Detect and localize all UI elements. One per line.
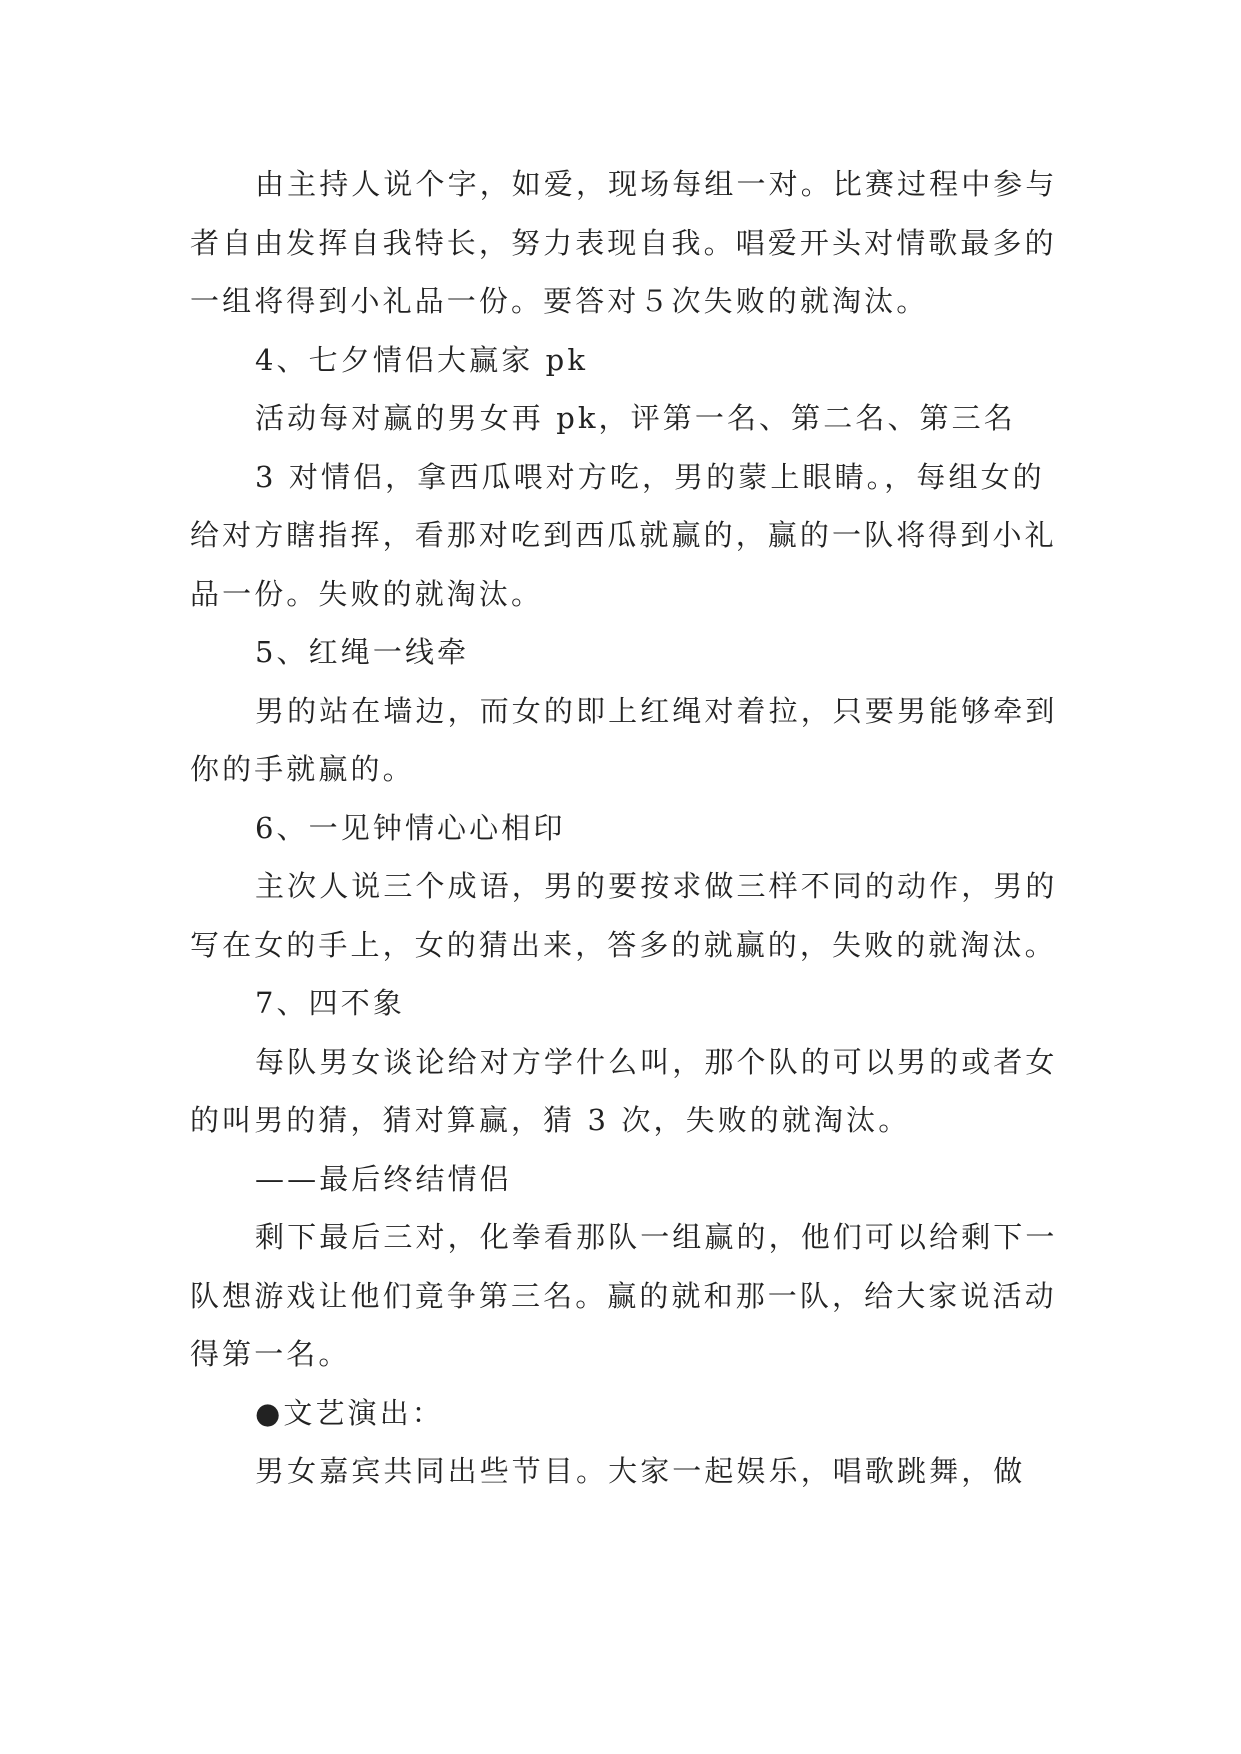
heading-game-7: 7、四不象 [255,986,405,1020]
paragraph-game-5: 男的站在墙边，而女的即上红绳对着拉，只要男能够牵到你的手就赢的。 [190,693,1058,786]
heading-performance: ●文艺演出： [255,1395,444,1430]
paragraph-game-7: 每队男女谈论给对方学什么叫，那个队的可以男的或者女的叫男的猜，猜对算赢，猜 3 次，失败的就淘汰。 [190,1044,1058,1137]
document-body [190,155,1058,1501]
paragraph-game-4-ranking: 活动每对赢的男女再 pk，评第一名、第二名、第三名 [255,401,1016,435]
heading-game-6: 6、一见钟情心心相印 [255,810,566,845]
paragraph-performance: 男女嘉宾共同出些节目。大家一起娱乐，唱歌跳舞，做 [255,1454,1026,1488]
heading-final-couple: ——最后终结情侣 [255,1161,512,1196]
paragraph-rules-intro: 由主持人说个字，如爱，现场每组一对。比赛过程中参与者自由发挥自我特长，努力表现自我。唱爱开头对情歌最多的一组将得到小礼品一份。要答对５次失败的就淘汰。 [190,167,1058,318]
paragraph-game-4-watermelon: 3 对情侣，拿西瓜喂对方吃，男的蒙上眼睛。，每组女的给对方瞎指挥，看那对吃到西瓜就赢的，赢的一队将得到小礼品一份。失败的就淘汰。 [190,459,1057,611]
paragraph-game-6: 主次人说三个成语，男的要按求做三样不同的动作，男的写在女的手上，女的猜出来，答多的就赢的，失败的就淘汰。 [190,869,1058,962]
paragraph-final-couple: 剩下最后三对，化拳看那队一组赢的，他们可以给剩下一队想游戏让他们竟争第三名。赢的就和那一队，给大家说活动得第一名。 [190,1220,1058,1371]
heading-game-5: 5、红绳一线牵 [255,635,470,669]
heading-game-4: 4、七夕情侣大赢家 pk [255,342,589,377]
